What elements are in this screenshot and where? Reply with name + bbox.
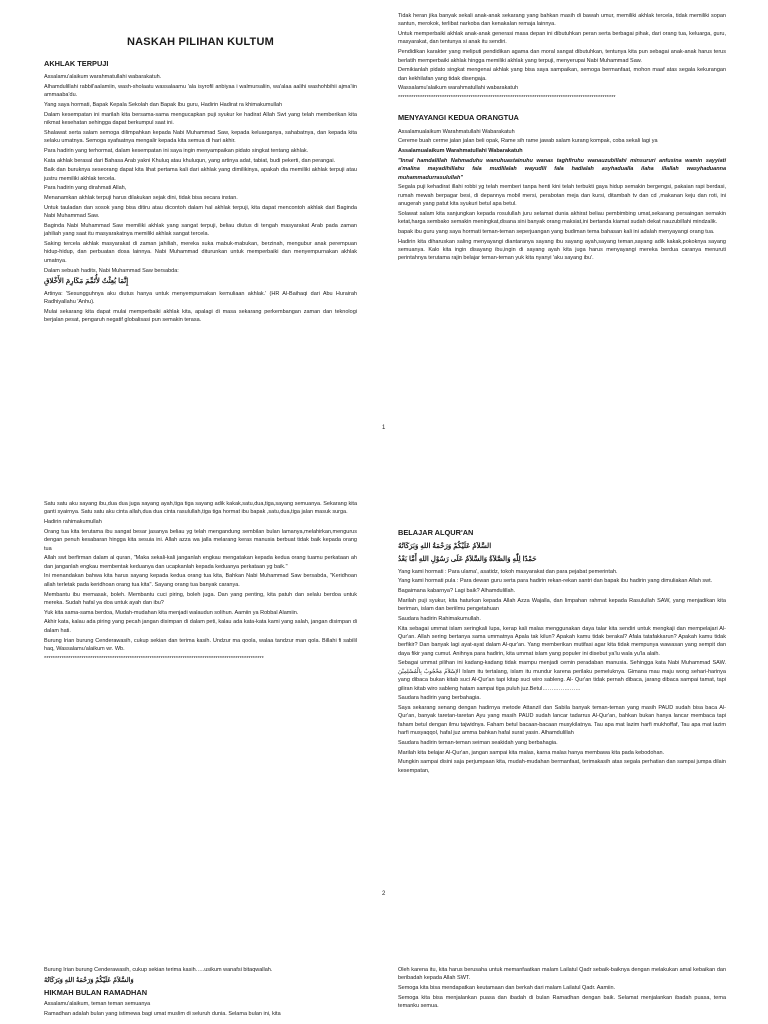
paragraph: Akhir kata, kalau ada piring yang pecah jangan disimpan di dalam peti, kalau ada kata-kata kami yang salah, jangan disimpan di dalam hati. — [44, 619, 357, 634]
paragraph: Mungkin sampai disini saja perjumpaan kita, mudah-mudahan bermanfaat, terimakasih atas segala perhatian dan sampai jumpa dilain kesempatan, — [398, 759, 726, 774]
ramadhan-paragraphs — [44, 1000, 357, 1018]
paragraph: Sebagai ummat pilihan ini kadang-kadang tidak mampu menjadi cemin peradaban manusia. Sehingga kata Nabi Muhammad SAW. الإسْلاَمُ مَحْجُوبٌ بِالْمُسْلِمِيْنَ Islam itu tertalang, islam itu mundur karena perilaku pemeluknya. Gimana mau maju wong sehari-harinya yang dibaca bukan kitab suci Al-Qur'an tapi kitap suci wiro sableng. Al- Qur'an tidak pernah dibaca, jarang dibaca sampai tamat, tapi giliran kitab wiro sableng hatam sampai tiga puluh juz.Betul………………… — [398, 660, 726, 692]
paragraph: Marilah kita belajar Al-Qur'an, jangan sampai kita malas, karna malas hanya membawa kita pada kebodohan. — [398, 749, 665, 756]
paragraph: Demikianlah pidato singkat mengenai akhlak yang bisa saya sampaikan, semoga bermanfaat, mohon maaf atas segala kekurangan dan kekhilafan yang tidak disengaja. — [398, 67, 726, 82]
paragraph: Yang kami hormati pula : Para dewan guru serta para hadirin rekan-rekan santri dan bapak ibu hadirin yang dimuliakan Allah swt. — [398, 578, 713, 585]
akhlak-paragraphs — [44, 73, 357, 275]
paragraph: Ini menandakan bahwa kita harus sayang kepada kedua orang tua kita, Bahkan Nabi Muhammad Saw bersabda, "Keridhoan allah terletak pada keridhoan orang tua kita". Sayang orang tua banyak caranya. — [44, 573, 357, 588]
paragraph: Burung Irian burung Cenderawasih, cukup sekian dan terima kasih. Undzur ma qoola, walaa tandzur man qola. Billahi fi sabilil haq, Wassalamu'alaikum wr. Wb. — [44, 637, 357, 652]
document-title: NASKAH PILIHAN KULTUM — [127, 36, 274, 48]
page1-right-column — [398, 12, 726, 264]
paragraph: Baik dan buruknya seseorang dapat kita lihat pertama kali dari akhlak yang dimilikinya, apakah dia memiliki akhlak terpuji atau justru memiliki akhlak tercela. — [44, 167, 357, 182]
paragraph: Semoga kita bisa mendapatkan keutamaan dan berkah dari malam Lailatul Qadr. Aamiin. — [398, 985, 616, 992]
paragraph: Shalawat serta salam semoga dilimpahkan kepada Nabi Muhammad Saw, kepada keluarganya, sahabatnya, dan kepada kita selaku umatnya. Semoga syafaatnya mengalir kepada kita semua di hari akhir. — [44, 129, 357, 145]
page-number-1: 1 — [382, 425, 386, 431]
paragraph: Hadirin kita diharuskan saling menyayangi diantaranya sayang ibu sayang ayah,sayang teman,sayang adik kakak,pokoknya sayang semuanya. Kalo kita ingin disayang ibu,ingin di sayang ayah kita juga harus menyayangi mereka berdua caranya menuruti perintahnya terutama rajin belajar teman-teman yuk kita nyanyi 'aku sayang ibu'. — [398, 238, 726, 262]
paragraph: Assalamualaikum Warahmatullahi Wabarakatuh — [398, 128, 515, 135]
paragraph: Para hadirin yang terhormat, dalam kesempatan ini saya ingin menyampaikan pidato singkat tentang akhlak. — [44, 147, 309, 154]
heading-belajar-alquran: BELAJAR ALQUR'AN — [398, 528, 474, 537]
paragraph: Assalamualaikum Warahmatullahi Wabarakatuh — [398, 148, 523, 155]
paragraph: Dalam kesempatan ini marilah kita bersama-sama mengucapkan puji syukur ke hadirat Allah Swt yang telah memberikan kita nikmat kesehatan sehingga dapat berkumpul saat ini. — [44, 111, 357, 126]
salam-arabic: السَّلاَمُ عَلَيْكُمْ وَرَحْمَةُ اللهِ وَبَرَكَاتُهُ — [398, 543, 492, 551]
paragraph: Untuk memperbaiki akhlak anak-anak generasi masa depan ini dibutuhkan peran serta berbagai pihak, dari orang tua, keluarga, guru, masyarakat, dan tentunya si anak itu sendiri. — [398, 31, 726, 46]
paragraph: Saking tercela akhlak masyarakat di zaman jahiliah, mereka suka mabuk-mabukan, berzinah, mengubur anak perempuan hidup-hidup, dan perbuatan dosa lainnya. Nabi Muhammad diturunkan untuk memperbaiki dan menyempurnakan akhlak umatnya. — [44, 241, 357, 264]
paragraph: Baginda Nabi Muhammad Saw memiliki akhlak yang sangat terpuji, beliau diutus di tengah masyarakat Arab pada zaman jahiliah yang saat itu masyarakatnya memiliki akhlak sangat tercela. — [44, 223, 357, 238]
paragraph: Solawat salam kita sanjungkan kepada rosulullah juru selamat dunia akhirat beliau pembimbing umat,sekarang persaingan semakin ketat,harga sembako semakin meningkat,disana sini banyak orang maksiat,ini bertanda kiamat sudah dekat nauzubillahi mindzalik. — [398, 210, 726, 226]
paragraph: Menanamkan akhlak terpuji harus dilakukan sejak dini, tidak bisa secara instan. — [44, 195, 238, 202]
page1-left-column — [44, 34, 357, 326]
page2-right-column — [398, 522, 726, 776]
paragraph: Assalamu'alaikum, teman teman semuanya — [44, 1000, 151, 1007]
akhlak-paragraphs-after — [44, 290, 357, 325]
paragraph: Tidak heran jika banyak sekali anak-anak sekarang yang bahkan masih di bawah umur, memiliki akhlak tercela, tidak memiliki sopan santun, merokok, terlibat narkoba dan kenakalan remaja lainnya. — [398, 13, 726, 28]
paragraph: Semoga kita bisa menjalankan puasa dan ibadah di bulan Ramadhan dengan baik. Selamat menjalankan ibadah puasa, tema temanku semua. — [398, 994, 726, 1010]
paragraph: Para hadirin yang dirahmati Allah, — [44, 185, 127, 192]
paragraph: Saudara hadirin teman-teman seiman seakidah yang berbahagia. — [398, 739, 558, 746]
paragraph: Oleh karena itu, kita harus berusaha untuk memanfaatkan malam Lailatul Qadr sebaik-baiknya dengan melakukan amal kebaikan dan beribadah kepada Allah SWT. — [398, 967, 726, 982]
closing-pantun: Burung Irian burung Cenderawasih, cukup sekian terima kasih…..usikum wanafsi bitaqwallah. — [44, 967, 273, 973]
paragraph: Segala puji kehadirat illahi robbi yg telah memberi tanpa henti kini telah terbukti gaya hidup semakin bergengsi, pakaian rapi berdasi, rumah mewah berpagar besi, di depannya mobil mersi, perabotan meja dan kursi, ditambah tv dan cd ,makanan keju dan roti, ini anugerah yang patut kita syukuri betul apa betul. — [398, 184, 726, 208]
page2-left-column — [44, 500, 357, 664]
paragraph: Yuk kita sama-sama berdoa, Mudah-mudahan kita menjadi walaudun solihun. Aamiin ya Robbal Alamiin. — [44, 609, 299, 616]
paragraph: bapak ibu guru yang saya hormati teman-teman seperjuangan yang budiman tema bahasan kali ini adalah menyayangi orang tua. — [398, 228, 715, 235]
paragraph: Satu satu aku sayang ibu,dua dua juga sayang ayah,tiga tiga sayang adik kakak,satu,dua,tiga,sayang semuanya. Sekarang kita ganti syairnya. Satu satu aku cinta allah,dua dua cinta rasulullah,tiga tiga hormat ibu bapak ,satu,dua,tiga jalan masuk surga. — [44, 501, 357, 516]
paragraph: Bagaimana kabarnya? Lagi baik? Alhamdulillah. — [398, 588, 516, 594]
paragraph: Membantu ibu memasak, boleh. Membantu cuci piring, boleh juga. Dan yang penting, kita patuh dan selalu berdoa untuk mereka. Sudah hafal ya doa untuk ayah dan ibu? — [44, 591, 357, 606]
heading-hikmah-ramadhan: HIKMAH BULAN RAMADHAN — [44, 987, 148, 997]
lailatul-qadr-paragraphs — [398, 966, 726, 1011]
orangtua-greeting — [398, 128, 726, 156]
paragraph: Hadirin rahimakumullah — [44, 519, 102, 526]
paragraph: Cereme buah cerme jalan jalan beli opak, Rame sih rame jawab salam kurang kompak, coba sekali lagi ya — [398, 138, 658, 145]
paragraph: Saudara hadirin yang berbahagia. — [398, 695, 481, 702]
paragraph: Pendidikan karakter yang meliputi pendidikan agama dan moral sangat dibutuhkan, tentunya kita pun sebagai anak-anak harus terus berlatih memperbaiki akhlak hingga memiliki akhlak yang terpuji, menyerupai Nabi Muhammad Saw. — [398, 49, 726, 64]
paragraph: Ramadhan adalah bulan yang istimewa bagi umat muslim di seluruh dunia. Selama bulan ini, kita — [44, 1010, 281, 1017]
paragraph: Allah swt berfirman dalam al quran, "Maka sekali-kali janganlah engkau mengatakan kepada kedua orang tuamu perkataan ah dan janganlah engkau membentak keduanya dan ucapkanlah kepada keduanya perkataan yg baik." — [44, 555, 357, 570]
paragraph: Marilah puji syukur, kita haturkan kepada Allah Azza Wajalla, dan limpahan rahmat kepada Rasulullah SAW, yang menjadikan kita beriman, islam dan beriilmu pengetahuan — [398, 597, 726, 613]
heading-akhlak-terpuji: AKHLAK TERPUJI — [44, 58, 109, 68]
separator-stars: *************************************************************************************************** — [398, 95, 616, 102]
paragraph: Alhamdulillahi rabbil'aalamiin, wash-sholaatu wassalaamu 'ala isyrofil anbiyaa i walmursaliin, wa'alaa aalihi washohbihii ajma'iin ammaaba'du. — [44, 83, 357, 99]
paragraph: Yang kami hormati : Para ulama', asatidz, tokoh masyarakat dan para pejabat pemerintah. — [398, 568, 618, 575]
opening-prayer: "Innal hamdalillah Nahmaduhu wanuhuastainuhu wanas taghfiruhu wanauzubillahi minsururi anfusina wamin sayyiati a'malina mayadihillahu fala mudlilalah wayudlil fala hadialah asyhadualla ilaha illallah wasyhaduanna muhammadurrasulullah" — [398, 157, 726, 181]
paragraph: Kita sebagai ummat islam seringkali lupa, kerap kali malas menggunakan daya talar kita sendiri untuk mengkaji dan mempelajari Al- Qur'an. Allah sering bertanya sama ummatnya Apala tak kilun? Apakah kamu tidak berakal? Afala tatafakkarun? Apakah kamu tidak berfikir? Dan banyak lagi ayat-ayat dalam Al-qur'an. Yang memberikan mutifasi agar kita tidak mempunya wawasan yang sempit dan daya fikir yang cumut. Anihnya para hadirin, kita ummat islam yang populer ini disebut ya'lu wala yu'la alaih. — [398, 625, 726, 657]
paragraph: Wassalamu'alaikum warahmatullahi wabarakatuh — [398, 85, 519, 92]
paragraph: Yang saya hormati, Bapak Kepala Sekolah dan Bapak Ibu guru, Hadirin Hadirat ra khimakumullah — [44, 101, 283, 108]
orangtua-continued-paragraphs — [44, 500, 357, 653]
hamdalah-arabic: حَمْدًا لِلّٰهِ وَالصَّلاَةُ وَالسَّلاَمُ عَلَى رَسُوْلِ اللهِ أَمَّا بَعْدُ — [398, 555, 537, 563]
alquran-paragraphs — [398, 568, 726, 776]
paragraph: Dalam sebuah hadits, Nabi Muhammad Saw bersabda: — [44, 267, 179, 274]
paragraph: Artinya: 'Sesungguhnya aku diutus hanya untuk menyempurnakan kemuliaan akhlak.' (HR Al-Baihaqi dari Abu Hurairah Radhiyallahu 'Anhu). — [44, 290, 357, 305]
page-number-2: 2 — [382, 891, 386, 897]
page3-left-column — [44, 966, 357, 1019]
paragraph: Orang tua kita terutama ibu sangat besar jasanya beliau yg telah mengandung sembilan bulan lamanya,melahirkan,mengurus dengan penuh kesabaran hingga kita sesuia ini. Allah azza wa jalla melarang keras manusia berbuat tidak baik kepada orang tua — [44, 528, 357, 552]
page3-right-column — [398, 966, 726, 1012]
paragraph: Saudara hadirin Rahimakumullah. — [398, 615, 481, 622]
heading-menyayangi-orangtua: MENYAYANGI KEDUA ORANGTUA — [398, 113, 519, 123]
paragraph: Mulai sekarang kita dapat mulai memperbaiki akhlak kita, apalagi di masa sekarang perkembangan zaman dan teknologi berjalan pesat, pengaruh negatif globalisasi pun semakin terasa. — [44, 308, 357, 324]
closing-salam-arabic: وَالسَّلاَمُ عَلَيْكُمْ وَرَحْمَةُ اللهِ وَبَرَكَاتُهُ — [44, 976, 134, 984]
paragraph: Saya sekarang senang dengan hadirnya metode Attanzil dan Sabila banyak teman-teman yang masih PAUD sudah bisa baca Al-Qur'an, banyak taretan-taretan Ayu yang masih PAUD sudah lancar tadarrus Al-Qur'an, bahkan bukan hanya lancar membaca tapi faham betul dengan ilmu tajwidnya. Faham betul bacaan-bacaan musykilatnya. Tau apa mat lazim harfi mukhoffaf, Tau apa mat lazim harfi musyaqqol, hafal juz amma bahkan hafal surat yasin. Alhamdulillah — [398, 705, 726, 737]
paragraph: Assalamu'alaikum warahmatullahi wabarakatuh. — [44, 73, 162, 80]
paragraph: Kata akhlak berasal dari Bahasa Arab yakni Khuluq atau khuluqun, yang artinya adat, tabiat, budi pekerti, dan perangai. — [44, 157, 336, 164]
orangtua-paragraphs — [398, 183, 726, 262]
hadith-arabic: إِنَّمَا بُعِثْتُ لأُتَمِّمَ مَكَارِمَ الأَخْلاقِ — [44, 277, 129, 285]
separator-stars-2: **************************************************************************************************** — [44, 655, 264, 662]
akhlak-closing-paragraphs — [398, 12, 726, 93]
paragraph: Untuk tauladan dan sosok yang bisa ditiru atau dicontoh dalam hal akhlak terpuji, kita dapat mencontoh akhlak dari Baginda Nabi Muhammad Saw. — [44, 204, 357, 220]
